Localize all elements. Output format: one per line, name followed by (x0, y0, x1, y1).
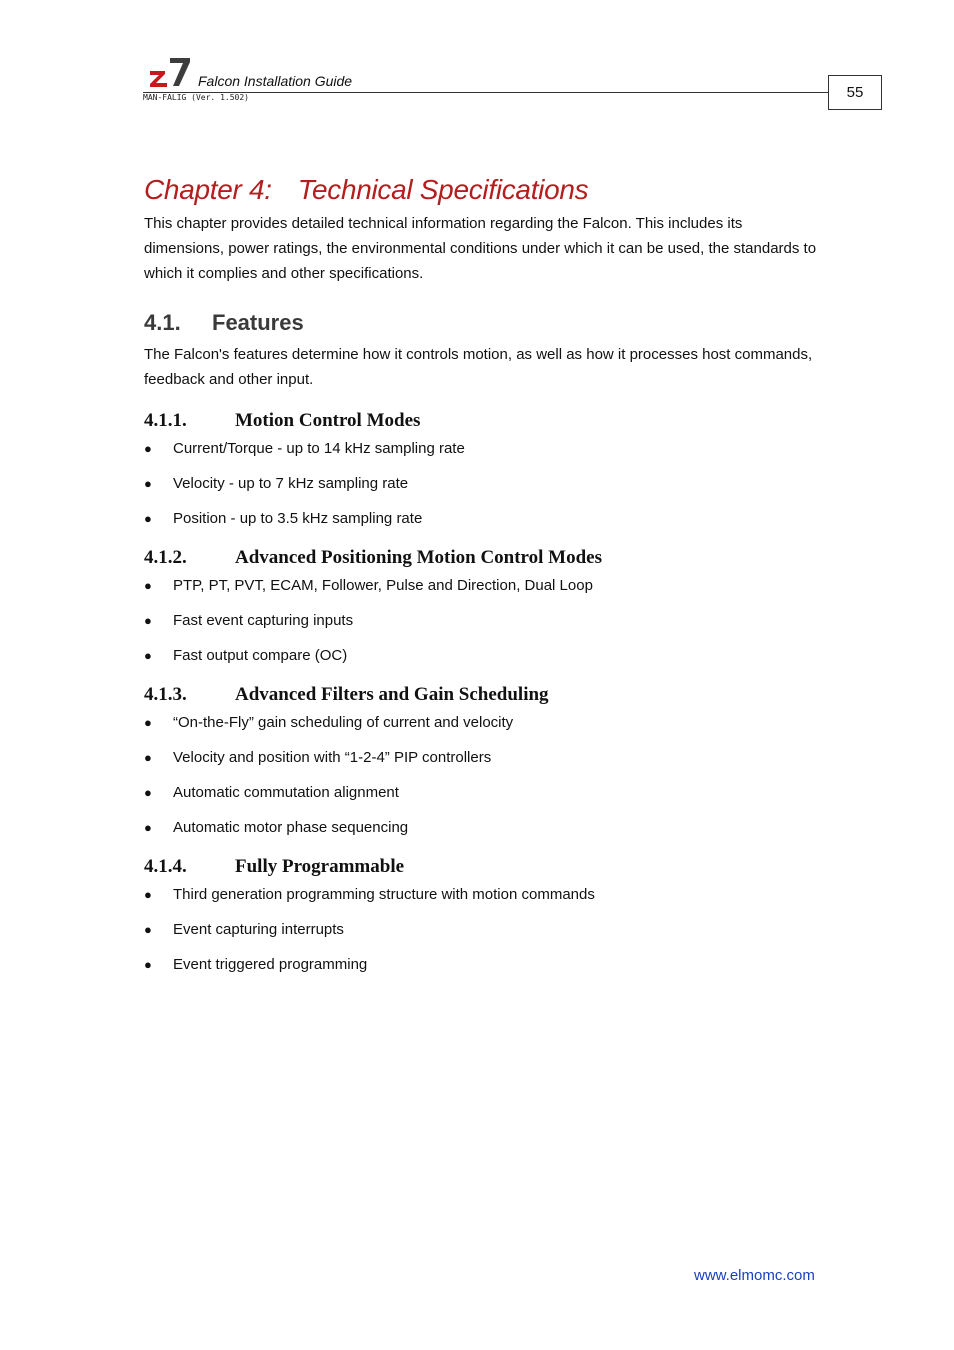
list-item: ● Velocity and position with “1-2-4” PIP controllers (144, 749, 492, 766)
subsection-number: 4.1.4. (144, 856, 187, 877)
list-item: ● “On-the-Fly” gain scheduling of current and velocity (144, 714, 514, 731)
bullet-icon: ● (144, 613, 152, 628)
bullet-icon: ● (144, 441, 152, 456)
header-title: Falcon Installation Guide (198, 73, 353, 89)
bullet-icon: ● (144, 957, 152, 972)
bullet-icon: ● (144, 511, 152, 526)
page-content (144, 170, 824, 975)
elmo-logo-icon (148, 57, 190, 87)
subsection-title: Motion Control Modes (235, 410, 421, 431)
section-heading (144, 308, 824, 338)
list-item: ● Event triggered programming (144, 956, 368, 973)
subsection-number: 4.1.1. (144, 410, 187, 431)
subsection-heading (144, 408, 824, 434)
bullet-icon: ● (144, 785, 152, 800)
section-title: Features (212, 310, 304, 335)
bullet-icon: ● (144, 578, 152, 593)
subsection-title: Advanced Positioning Motion Control Modes (235, 547, 603, 568)
list-item: ● Fast output compare (OC) (144, 647, 348, 664)
subsection-heading (144, 854, 824, 880)
list-item: ● Automatic motor phase sequencing (144, 819, 409, 836)
subsection-number: 4.1.2. (144, 547, 187, 568)
page-number: 55 (828, 75, 882, 110)
chapter-intro: This chapter provides detailed technical information regarding the Falcon. This includes its dimensions, power ratings, the environmental conditions under which it can be used, the standards to which it complies and other specifications. (144, 215, 817, 282)
list-item: ● Event capturing interrupts (144, 921, 344, 938)
footer-website-link[interactable]: www.elmomc.com (694, 1267, 815, 1284)
bullet-icon: ● (144, 887, 152, 902)
bullet-icon: ● (144, 750, 152, 765)
list-item: ● Velocity - up to 7 kHz sampling rate (144, 475, 409, 492)
list-item: ● Fast event capturing inputs (144, 612, 354, 629)
section-text: The Falcon's features determine how it controls motion, as well as how it processes host commands, feedback and other input. (144, 346, 813, 388)
subsection-heading (144, 682, 824, 708)
list-item: ● PTP, PT, PVT, ECAM, Follower, Pulse and Direction, Dual Loop (144, 577, 593, 594)
section-number: 4.1. (144, 310, 181, 335)
bullet-list (144, 884, 824, 975)
bullet-icon: ● (144, 820, 152, 835)
subsection-title: Fully Programmable (235, 856, 405, 877)
chapter-title (144, 170, 824, 210)
bullet-icon: ● (144, 715, 152, 730)
bullet-list (144, 438, 824, 529)
bullet-icon: ● (144, 476, 152, 491)
bullet-icon: ● (144, 922, 152, 937)
bullet-icon: ● (144, 648, 152, 663)
chapter-title-text: Technical Specifications (297, 174, 589, 205)
subsection-heading (144, 545, 824, 571)
header-version: MAN-FALIG (Ver. 1.502) (143, 93, 249, 102)
list-item: ● Third generation programming structure with motion commands (144, 886, 595, 903)
bullet-list (144, 712, 824, 838)
list-item: ● Current/Torque - up to 14 kHz sampling rate (144, 440, 465, 457)
list-item: ● Position - up to 3.5 kHz sampling rate (144, 510, 423, 527)
subsection-number: 4.1.3. (144, 684, 187, 705)
bullet-list (144, 575, 824, 666)
list-item: ● Automatic commutation alignment (144, 784, 399, 801)
subsection-title: Advanced Filters and Gain Scheduling (235, 684, 549, 705)
chapter-number: Chapter 4: (144, 174, 272, 205)
